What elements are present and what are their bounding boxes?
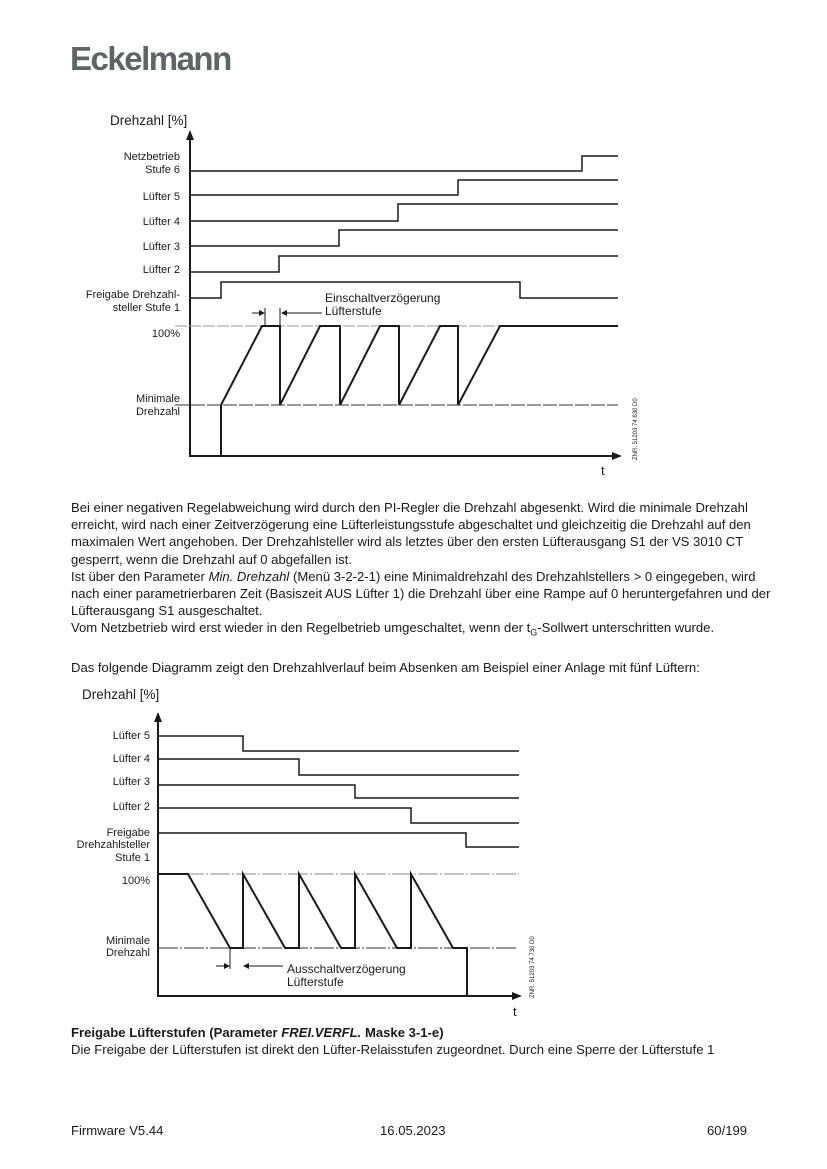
- label-100: 100%: [121, 875, 150, 887]
- label-luefter2: Lüfter 2: [112, 801, 150, 813]
- label-luefter3: Lüfter 3: [112, 776, 150, 788]
- label-minimale: Minimale: [135, 393, 180, 405]
- label-luefter4: Lüfter 4: [142, 216, 180, 228]
- paragraph-2: [71, 568, 771, 620]
- paragraph-3: [71, 619, 771, 642]
- label-luefter2: Lüfter 2: [142, 264, 180, 276]
- label-stufe1: Stufe 1: [115, 852, 150, 864]
- label-luefter4: Lüfter 4: [112, 753, 150, 765]
- label-100: 100%: [151, 328, 180, 340]
- eckelmann-logo: Eckelmann: [70, 40, 231, 77]
- label-minimale: Minimale: [105, 935, 150, 947]
- paragraph-4: Das folgende Diagramm zeigt den Drehzahlverlauf beim Absenken am Beispiel einer Anlage mit fünf Lüftern:: [71, 660, 700, 676]
- footer-firmware: Firmware V5.44: [71, 1123, 164, 1138]
- param-min-drehzahl: Min. Drehzahl: [208, 568, 290, 584]
- param-frei-verfl: FREI.VERFL.: [281, 1025, 362, 1040]
- annotation-einschaltverzoegerung: Einschaltverzögerung: [325, 291, 441, 305]
- x-axis-label: t: [513, 1004, 517, 1019]
- label-drehzahl: Drehzahl: [105, 947, 150, 959]
- footer-page-number: 60/199: [707, 1123, 748, 1138]
- footer-date: 16.05.2023: [380, 1123, 446, 1138]
- y-axis-label: Drehzahl [%]: [110, 113, 188, 128]
- label-drehzahlsteller: Drehzahlsteller: [76, 839, 150, 851]
- text-span: Freigabe Lüfterstufen (Parameter: [71, 1025, 282, 1040]
- label-stufe1: steller Stufe 1: [112, 302, 180, 314]
- text-span: (Menü 3-2-2-1) eine Minimaldrehzahl des Drehzahlstellers > 0 eingegeben, wird nach einer parametrierbaren Zeit (Basiszeit AUS Lüfter 1) die Drehzahl über eine Rampe auf 0 heruntergefahren und der Lüfterausgang S1 ausgeschaltet.: [71, 568, 771, 619]
- body-text-1: [71, 499, 771, 676]
- label-freigabe: Freigabe Drehzahl-: [85, 289, 180, 301]
- subscript-g: G: [530, 628, 538, 639]
- annotation-luefterstufe: Lüfterstufe: [325, 304, 382, 318]
- label-luefter5: Lüfter 5: [142, 191, 180, 203]
- drawing-code: ZNR. 51203 74 630 D0: [633, 398, 639, 460]
- label-drehzahl: Drehzahl: [135, 406, 180, 418]
- label-luefter5: Lüfter 5: [112, 730, 150, 742]
- text-span: -Sollwert unterschritten wurde.: [537, 620, 715, 636]
- text-span: Ist über den Parameter: [71, 568, 209, 584]
- label-netzbetrieb: Netzbetrieb: [123, 151, 180, 163]
- body-text-2: [71, 1024, 771, 1058]
- drawing-code: ZNR. 51203 74 730 D0: [530, 936, 536, 998]
- annotation-ausschaltverzoegerung: Ausschaltverzögerung: [287, 962, 406, 976]
- text-span: Maske 3-1-e): [361, 1025, 444, 1040]
- label-freigabe: Freigabe: [106, 827, 150, 839]
- diagram-speed-decrease: [0, 670, 827, 1025]
- x-axis-label: t: [601, 463, 605, 478]
- paragraph-1: Bei einer negativen Regelabweichung wird durch den PI-Regler die Drehzahl abgesenkt. Wird die minimale Drehzahl erreicht, wird nach einer Zeitverzögerung eine Lüfterleistungsstufe abgeschaltet und gleichzeitig die Drehzahl auf den maximalen Wert angehoben. Der Drehzahlsteller wird als letztes über den ersten Lüfterausgang S1 der VS 3010 CT gesperrt, wenn die Drehzahl auf 0 abgefallen ist.: [71, 500, 751, 567]
- y-axis-label: Drehzahl [%]: [82, 687, 160, 702]
- label-stufe6: Stufe 6: [145, 164, 180, 176]
- diagram-speed-increase: [0, 0, 827, 490]
- label-luefter3: Lüfter 3: [142, 241, 180, 253]
- text-span: Vom Netzbetrieb wird erst wieder in den Regelbetrieb umgeschaltet, wenn der t: [71, 620, 531, 636]
- annotation-luefterstufe: Lüfterstufe: [287, 975, 344, 989]
- paragraph-freigabe: Die Freigabe der Lüfterstufen ist direkt den Lüfter-Relaisstufen zugeordnet. Durch eine Sperre der Lüfterstufe 1: [71, 1042, 715, 1058]
- section-heading: [71, 1024, 771, 1041]
